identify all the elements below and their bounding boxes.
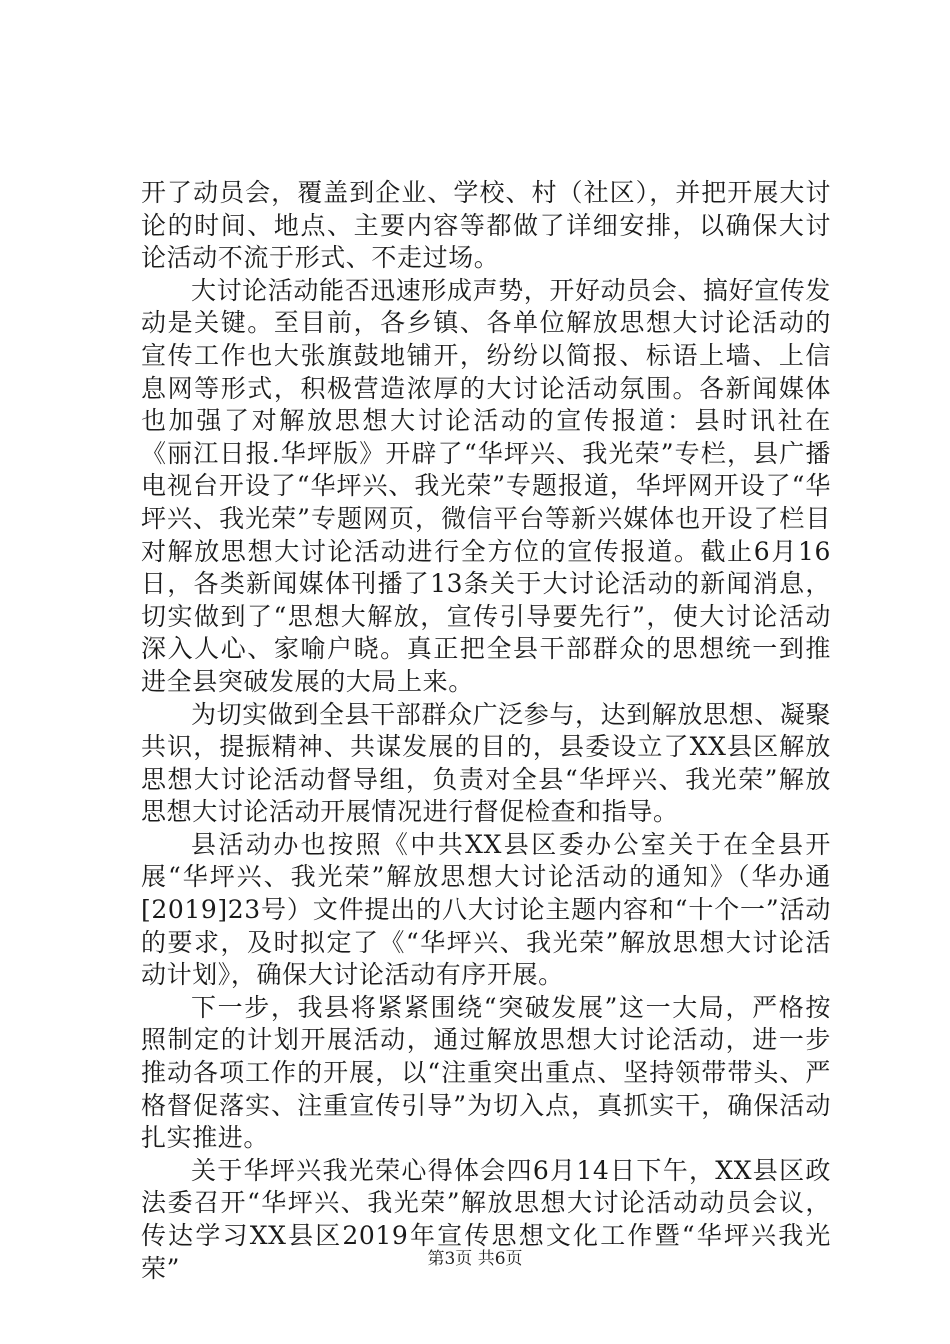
paragraph-activity-plan: 县活动办也按照《中共XX县区委办公室关于在全县开展“华坪兴、我光荣”解放思想大讨论活动的通知》（华办通[2019]23号）文件提出的八大讨论主题内容和“十个一”活动的要求，及时拟定了《“华坪兴、我光荣”解放思想大讨论活动计划》，确保大讨论活动有序开展。: [141, 829, 831, 990]
document-body: [141, 177, 831, 1285]
paragraph-continuation: 开了动员会，覆盖到企业、学校、村（社区），并把开展大讨论的时间、地点、主要内容等都做了详细安排，以确保大讨论活动不流于形式、不走过场。: [141, 178, 831, 273]
paragraph-next-step: 下一步，我县将紧紧围绕“突破发展”这一大局，严格按照制定的计划开展活动，通过解放思想大讨论活动，进一步推动各项工作的开展，以“注重突出重点、坚持领带带头、严格督促落实、注重宣传引导”为切入点，真抓实干，确保活动扎实推进。: [141, 992, 831, 1153]
page-number-footer: 第3页 共6页: [427, 1249, 523, 1269]
paragraph-publicity: 大讨论活动能否迅速形成声势，开好动员会、搞好宣传发动是关键。至目前，各乡镇、各单位解放思想大讨论活动的宣传工作也大张旗鼓地铺开，纷纷以简报、标语上墙、上信息网等形式，积极营造浓厚的大讨论活动氛围。各新闻媒体也加强了对解放思想大讨论活动的宣传报道：县时讯社在《丽江日报.华坪版》开辟了“华坪兴、我光荣”专栏，县广播电视台开设了“华坪兴、我光荣”专题报道，华坪网开设了“华坪兴、我光荣”专题网页，微信平台等新兴媒体也开设了栏目对解放思想大讨论活动进行全方位的宣传报道。截止6月16日，各类新闻媒体刊播了13条关于大讨论活动的新闻消息，切实做到了“思想大解放，宣传引导要先行”，使大讨论活动深入人心、家喻户晓。真正把全县干部群众的思想统一到推进全县突破发展的大局上来。: [141, 275, 832, 696]
paragraph-supervision: 为切实做到全县干部群众广泛参与，达到解放思想、凝聚共识，提振精神、共谋发展的目的，县委设立了XX县区解放思想大讨论活动督导组，负责对全县“华坪兴、我光荣”解放思想大讨论活动开展情况进行督促检查和指导。: [141, 699, 832, 827]
paragraph-essay-four: 关于华坪兴我光荣心得体会四6月14日下午，XX县区政法委召开“华坪兴、我光荣”解放思想大讨论活动动员会议，传达学习XX县区2019年宣传思想文化工作暨“华坪兴我光荣”: [141, 1155, 831, 1283]
